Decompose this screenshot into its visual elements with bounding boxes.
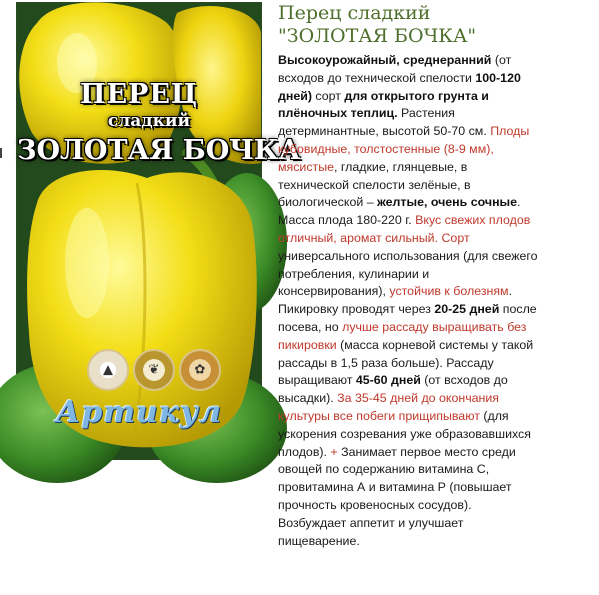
description-segment: лучше рассаду выращивать без пикировки [278, 319, 527, 352]
product-title-line1: Перец сладкий [278, 2, 431, 24]
description-segment: сорт [311, 88, 345, 103]
description-segment: Растения детерминантные, высотой 50-70 см. [278, 106, 491, 139]
description-segment: 100-120 дней) [278, 70, 521, 103]
description-segment: желтые, очень сочные [377, 195, 518, 210]
description-segment: За 35-45 дней до окончания культуры все побеги прищипывают [278, 391, 500, 423]
description-body [278, 52, 540, 550]
description-segment: 20-25 дней [434, 302, 500, 317]
description-segment: Вкус свежих плодов отличный, аромат сильный. [278, 213, 531, 245]
product-title-line2: "ЗОЛОТАЯ БОЧКА" [278, 25, 477, 47]
description-segment: 45-60 дней [355, 373, 421, 388]
seed-badge-icon: ✿ [179, 349, 221, 391]
product-description [278, 0, 540, 550]
edge-marker [0, 148, 2, 158]
description-segment: универсального использования (для свежего потребления, кулинарии и консервирования), [278, 248, 538, 299]
description-segment: (от всходов до технической спелости [278, 53, 512, 85]
packet-title-line1: ПЕРЕЦ [79, 79, 199, 110]
description-segment: Занимает первое место среди овощей по содержанию витамина С, провитамина А и витамина Р (повышает прочность кровеносных сосудов). Возбуждает аппетит и улучшает пищеварение. [278, 444, 516, 548]
description-segment: , гладкие, глянцевые, в технической спелости зелёные, в биологической – [278, 159, 471, 210]
description-segment: (для ускорения созревания уже образовавшихся плодов). [278, 408, 531, 459]
description-segment: Плоды кубовидные, толстостенные (8-9 мм), мясистые [278, 124, 530, 174]
description-segment: Сорт [441, 230, 470, 245]
description-segment: + [330, 444, 338, 459]
description-segment: . Пикировку проводят через [278, 284, 513, 317]
packet-title-line3: ЗОЛОТАЯ БОЧКА [17, 135, 301, 166]
description-segment: устойчив к болезням [389, 284, 509, 299]
description-segment: Высокоурожайный, среднеранний [278, 53, 492, 67]
description-segment: для открытого грунта и плёночных теплиц. [278, 88, 489, 121]
description-segment: после посева, но [278, 302, 537, 334]
packet-title-line2: сладкий [107, 111, 191, 131]
brand-logo: Артикул [55, 395, 223, 430]
wheat-badge-icon: ❦ [133, 349, 175, 391]
seed-packet-image [16, 2, 301, 460]
award-badges [87, 349, 227, 393]
description-segment: . Масса плода 180-220 г. [278, 195, 521, 228]
description-segment: (от всходов до высадки). [278, 373, 508, 406]
quality-badge-icon: ▲ [87, 349, 129, 391]
description-segment: (масса корневой системы у такой рассады в 1,5 раза больше). Рассаду выращивают [278, 337, 534, 388]
